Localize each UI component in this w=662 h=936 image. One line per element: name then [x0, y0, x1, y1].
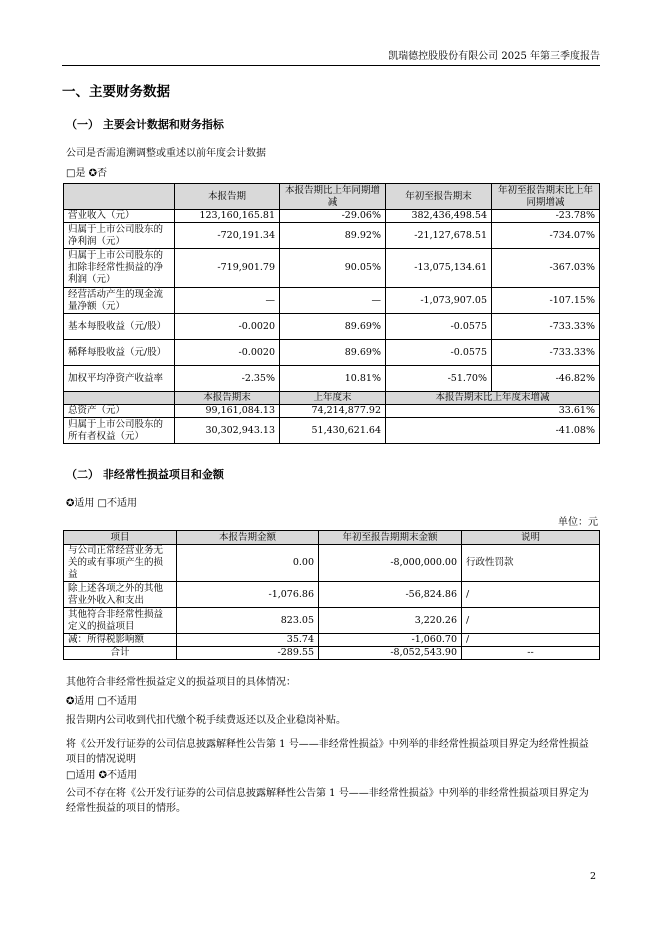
table-cell: 经营活动产生的现金流量净额（元） [64, 288, 175, 314]
table-cell: 51,430,621.64 [280, 418, 386, 444]
table-cell: 382,436,498.54 [386, 210, 492, 223]
table-cell: 0.00 [177, 545, 319, 582]
table-cell: -0.0575 [386, 340, 492, 366]
table-cell: -8,052,543.90 [319, 647, 462, 660]
table-cell: -- [462, 647, 600, 660]
table-row [64, 582, 600, 608]
other-items-title: 其他符合非经常性损益定义的损益项目的具体情况： [66, 677, 296, 688]
table-cell: -367.03% [492, 249, 600, 288]
table-cell: -23.78% [492, 210, 600, 223]
table-cell: 本报告期末 [175, 392, 280, 405]
table-cell: -41.08% [386, 418, 600, 444]
unit-label: 单位：元 [558, 517, 598, 528]
table-cell: -0.0575 [386, 314, 492, 340]
table-cell: — [280, 288, 386, 314]
table-row [64, 545, 600, 582]
table-cell: 35.74 [177, 634, 319, 647]
table-cell: 本报告期比上年同期增减 [280, 184, 386, 210]
table-cell: 上年度末 [280, 392, 386, 405]
table-cell: 89.92% [280, 223, 386, 249]
table-cell: 归属于上市公司股东的扣除非经常性损益的净利润（元） [64, 249, 175, 288]
table-row [64, 366, 600, 392]
table-row [64, 634, 600, 647]
table-row [64, 223, 600, 249]
table-row [64, 210, 600, 223]
table-cell: -107.15% [492, 288, 600, 314]
final-statement: 公司不存在将《公开发行证券的公司信息披露解释性公告第 1 号——非经常性损益》中列举的非经常性损益项目界定为经常性损益的项目的情形。 [66, 788, 589, 814]
restatement-question: 公司是否需追溯调整或重述以前年度会计数据 [66, 148, 266, 159]
table-row [64, 249, 600, 288]
table-cell: / [462, 608, 600, 634]
table-cell: 归属于上市公司股东的净利润（元） [64, 223, 175, 249]
financial-data-table [63, 183, 600, 444]
table-cell: 说明 [462, 531, 600, 545]
reclass-text: 将《公开发行证券的公司信息披露解释性公告第 1 号——非经常性损益》中列举的非经常性损益项目界定为经常性损益项目的情况说明 [66, 739, 589, 765]
table-cell: 加权平均净资产收益率 [64, 366, 175, 392]
table-cell: 99,161,084.13 [175, 405, 280, 418]
table-cell: -720,191.34 [175, 223, 280, 249]
table-cell: 归属于上市公司股东的所有者权益（元） [64, 418, 175, 444]
table-cell: 年初至报告期期末金额 [319, 531, 462, 545]
table-cell: 33.61% [386, 405, 600, 418]
table-cell: -719,901.79 [175, 249, 280, 288]
table-cell: 年初至报告期末 [386, 184, 492, 210]
table-cell: -733.33% [492, 314, 600, 340]
table-cell: -21,127,678.51 [386, 223, 492, 249]
table-header-row [64, 184, 600, 210]
table-cell: 总资产（元） [64, 405, 175, 418]
table-cell: 30,302,943.13 [175, 418, 280, 444]
table-cell: 营业收入（元） [64, 210, 175, 223]
table-row [64, 288, 600, 314]
table-cell [64, 392, 175, 405]
table-cell: -13,075,134.61 [386, 249, 492, 288]
table-cell: -46.82% [492, 366, 600, 392]
table-cell: -2.35% [175, 366, 280, 392]
table-cell: 123,160,165.81 [175, 210, 280, 223]
table-cell: 10.81% [280, 366, 386, 392]
table-cell: 90.05% [280, 249, 386, 288]
page-number: 2 [589, 871, 596, 882]
table-cell: 减：所得税影响额 [64, 634, 177, 647]
table-cell: 89.69% [280, 314, 386, 340]
section-title: 一、主要财务数据 [62, 84, 170, 100]
nonrecurring-choice: ✪适用 □不适用 [66, 498, 138, 509]
restatement-choice: □是 ✪否 [66, 168, 108, 179]
table-cell: 其他符合非经常性损益定义的损益项目 [64, 608, 177, 634]
table-cell: 本报告期 [175, 184, 280, 210]
table-cell [64, 184, 175, 210]
table-header-row [64, 531, 600, 545]
table-header-row [64, 392, 600, 405]
subsection-title-1: （一） 主要会计数据和财务指标 [66, 118, 224, 131]
table-cell: 行政性罚款 [462, 545, 600, 582]
table-cell: 基本每股收益（元/股） [64, 314, 175, 340]
table-cell: -0.0020 [175, 314, 280, 340]
table-cell: -56,824.86 [319, 582, 462, 608]
table-cell: -733.33% [492, 340, 600, 366]
table-cell: -1,073,907.05 [386, 288, 492, 314]
header-divider [62, 65, 600, 66]
table-cell: 稀释每股收益（元/股） [64, 340, 175, 366]
table-cell: 年初至报告期末比上年同期增减 [492, 184, 600, 210]
table-cell: -1,076.86 [177, 582, 319, 608]
table-cell: 3,220.26 [319, 608, 462, 634]
table-row [64, 314, 600, 340]
table-row [64, 418, 600, 444]
other-items-text: 报告期内公司收到代扣代缴个税手续费返还以及企业稳岗补贴。 [66, 715, 346, 726]
subsection-title-2: （二） 非经常性损益项目和金额 [66, 468, 224, 481]
table-cell: 合计 [64, 647, 177, 660]
table-cell: 823.05 [177, 608, 319, 634]
table-cell: 项目 [64, 531, 177, 545]
reclass-choice: □适用 ✪不适用 [66, 770, 138, 781]
table-cell: 本报告期末比上年度末增减 [386, 392, 600, 405]
table-cell: / [462, 582, 600, 608]
table-row [64, 340, 600, 366]
table-cell: 本报告期金额 [177, 531, 319, 545]
table-cell: 与公司正常经营业务无关的或有事项产生的损益 [64, 545, 177, 582]
table-cell: -51.70% [386, 366, 492, 392]
table-cell: -29.06% [280, 210, 386, 223]
report-header: 凯瑞德控股股份有限公司 2025 年第三季度报告 [388, 51, 600, 62]
table-row [64, 405, 600, 418]
table-cell: -8,000,000.00 [319, 545, 462, 582]
table-row [64, 647, 600, 660]
other-items-choice: ✪适用 □不适用 [66, 696, 138, 707]
table-cell: 除上述各项之外的其他营业外收入和支出 [64, 582, 177, 608]
table-row [64, 608, 600, 634]
table-cell: -0.0020 [175, 340, 280, 366]
table-cell: -734.07% [492, 223, 600, 249]
table-cell: / [462, 634, 600, 647]
table-cell: -1,060.70 [319, 634, 462, 647]
table-cell: 74,214,877.92 [280, 405, 386, 418]
table-cell: — [175, 288, 280, 314]
nonrecurring-items-table [63, 530, 600, 660]
table-cell: 89.69% [280, 340, 386, 366]
table-cell: -289.55 [177, 647, 319, 660]
